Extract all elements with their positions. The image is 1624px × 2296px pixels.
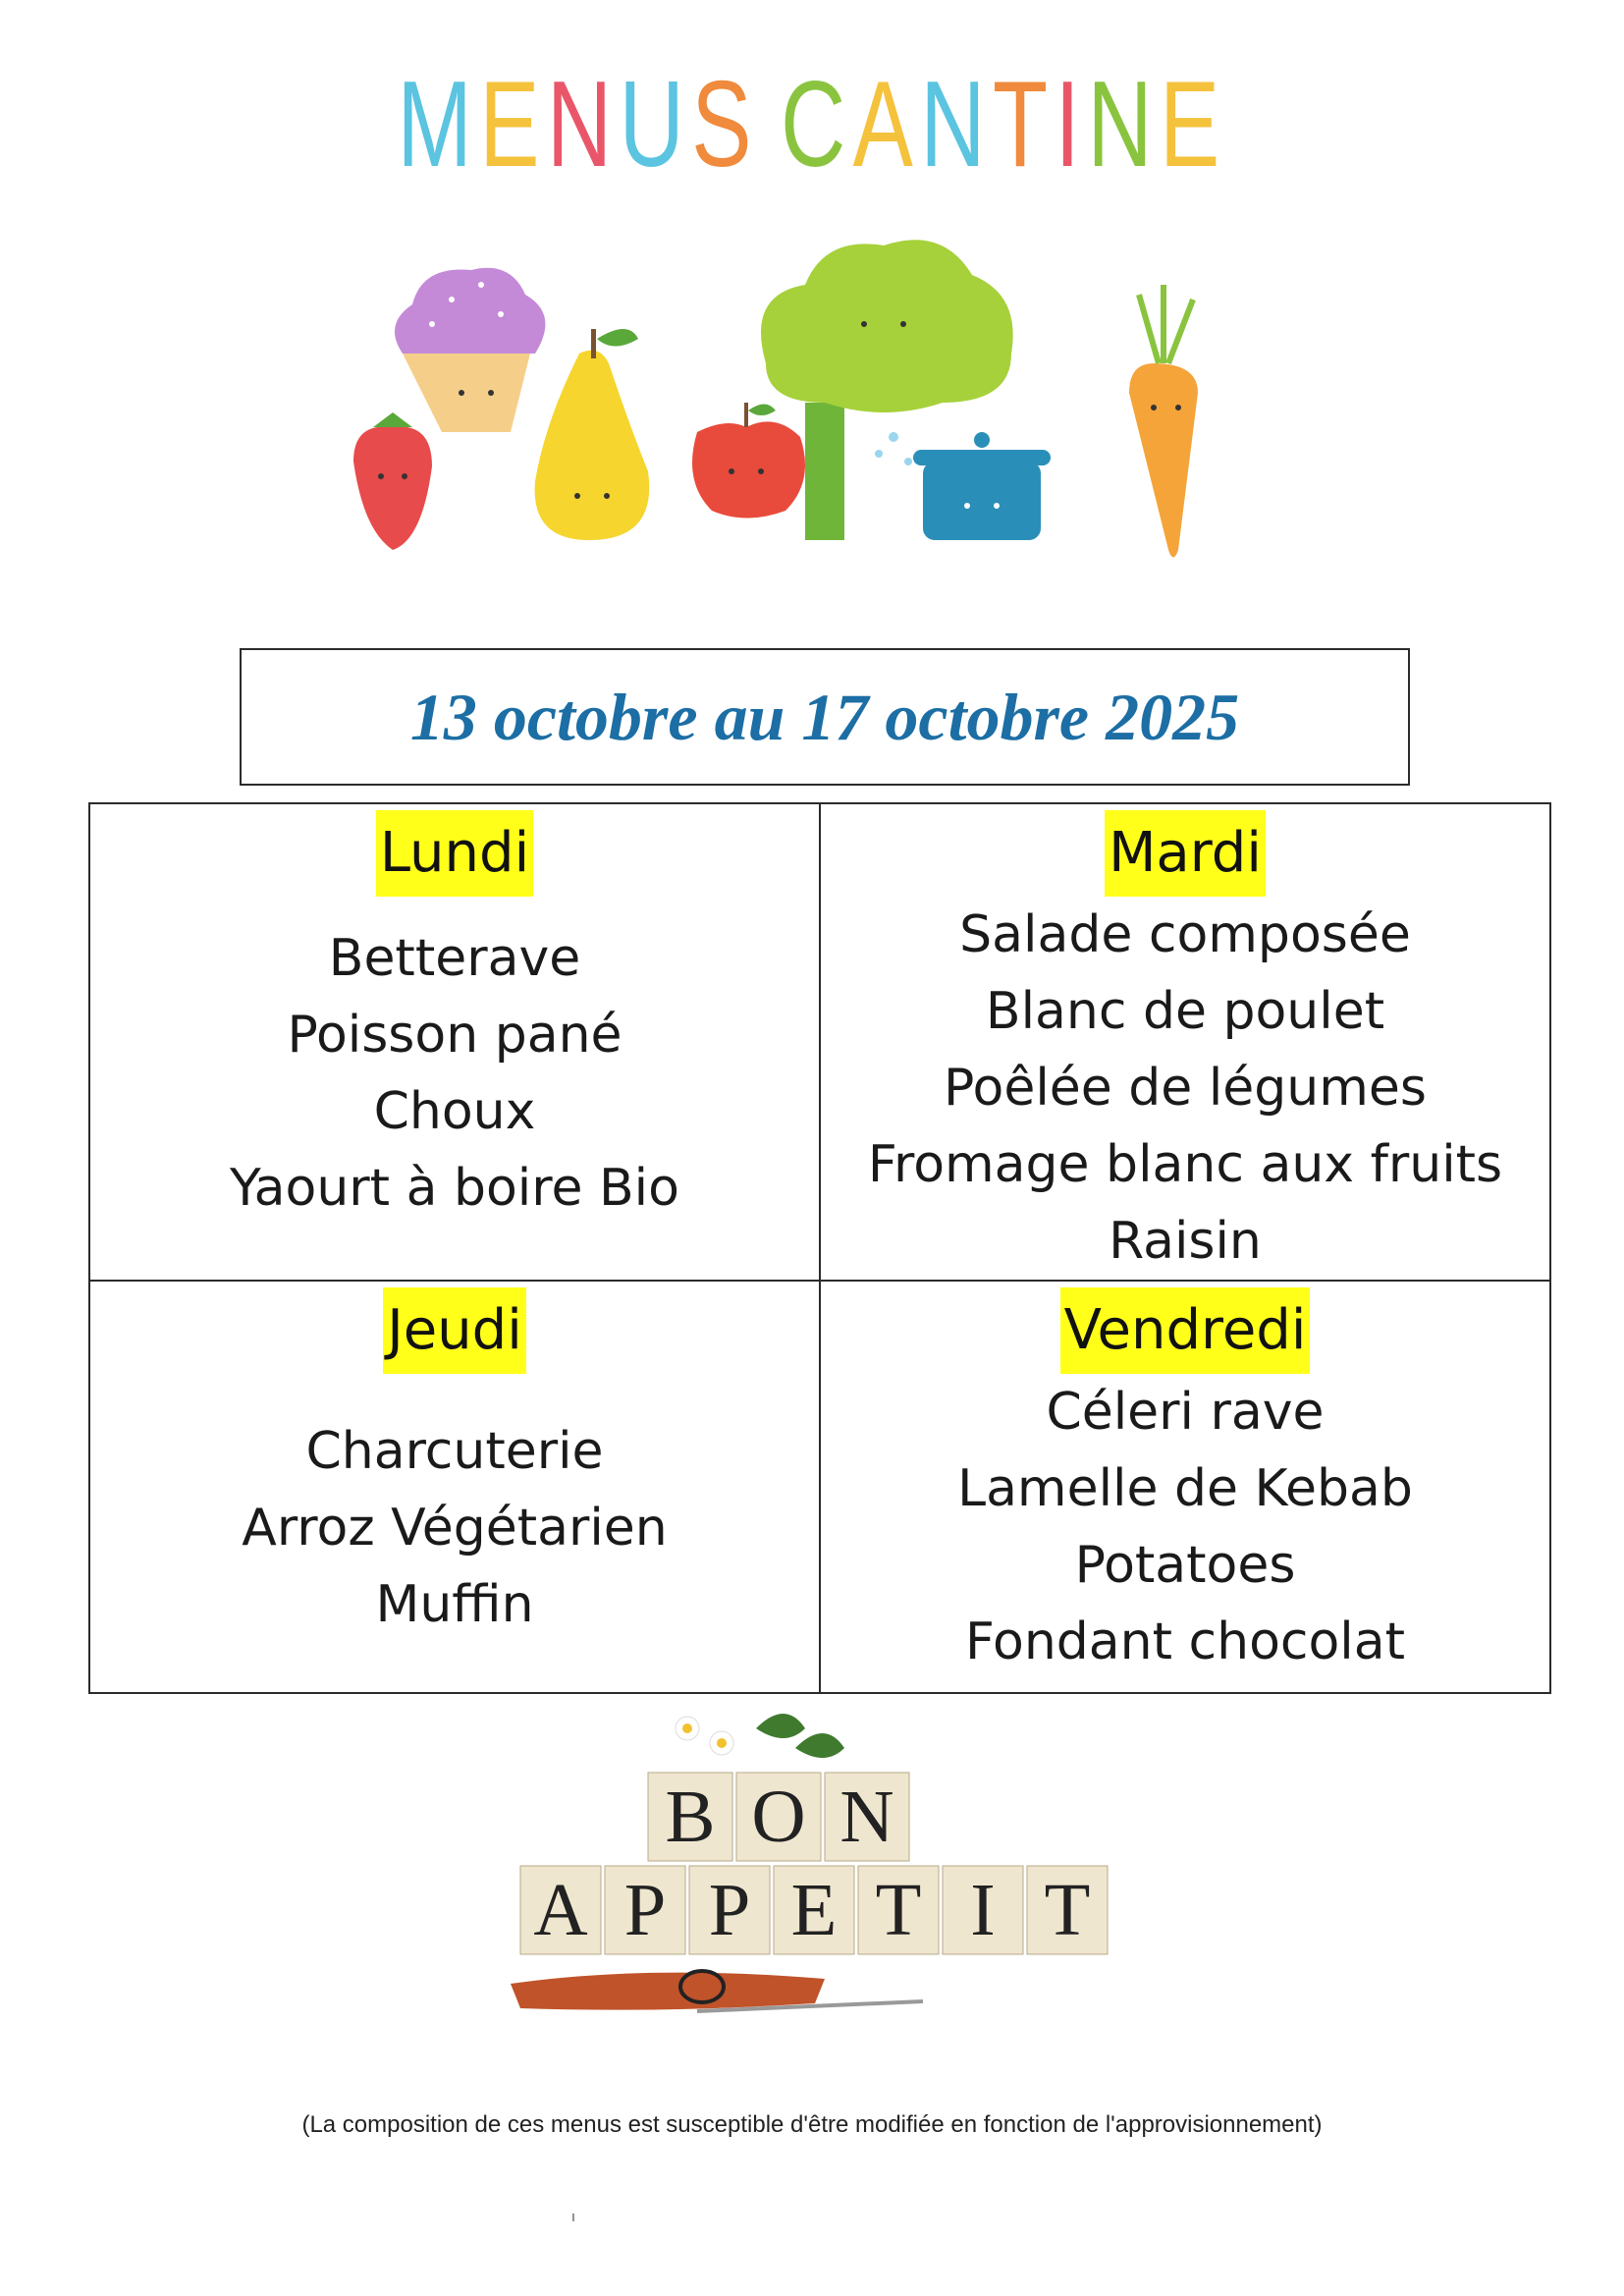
page-title bbox=[211, 51, 1413, 198]
title-letter: C bbox=[781, 57, 853, 192]
block-letter: A bbox=[533, 1868, 588, 1952]
block-letter: B bbox=[665, 1775, 716, 1859]
title-letter: M bbox=[397, 57, 480, 192]
cupcake-icon bbox=[395, 268, 545, 432]
day-cell-vendredi bbox=[820, 1281, 1550, 1693]
title-letter: S bbox=[691, 57, 759, 192]
day-cell-lundi bbox=[89, 803, 820, 1281]
menu-item: Blanc de poulet bbox=[985, 982, 1385, 1041]
menu-item: Choux bbox=[373, 1082, 536, 1141]
title-letter: A bbox=[852, 57, 921, 192]
blocks-row-bon bbox=[648, 1773, 909, 1861]
bon-appetit-blocks-image bbox=[501, 1699, 1129, 2043]
block-letter: P bbox=[708, 1868, 751, 1952]
date-range: 13 octobre au 17 octobre 2025 bbox=[240, 648, 1410, 786]
day-cell-mardi bbox=[820, 803, 1550, 1281]
menu-item: Charcuterie bbox=[305, 1422, 604, 1481]
food-characters-illustration bbox=[334, 226, 1296, 570]
menu-list-vendredi bbox=[821, 1374, 1549, 1680]
menu-item: Poisson pané bbox=[287, 1006, 623, 1065]
title-letter: U bbox=[619, 57, 692, 192]
title-word-cantine bbox=[781, 57, 1227, 192]
apple-icon bbox=[692, 403, 805, 519]
title-letter: N bbox=[1087, 57, 1160, 192]
menu-list-lundi bbox=[90, 920, 819, 1227]
title-word-menus bbox=[397, 57, 758, 192]
block-letter: T bbox=[875, 1868, 922, 1952]
carrot-icon bbox=[1129, 285, 1198, 558]
menu-item: Raisin bbox=[1109, 1212, 1262, 1271]
menu-item: Betterave bbox=[328, 929, 581, 988]
menu-item: Salade composée bbox=[959, 905, 1411, 964]
pear-icon bbox=[535, 329, 650, 540]
title-letter: N bbox=[546, 57, 620, 192]
menu-item: Fromage blanc aux fruits bbox=[867, 1135, 1503, 1194]
day-label-mardi: Mardi bbox=[1105, 810, 1266, 897]
title-letter: E bbox=[479, 57, 547, 192]
menu-list-mardi bbox=[821, 897, 1549, 1280]
menu-list-jeudi bbox=[90, 1413, 819, 1643]
menu-item: Céleri rave bbox=[1046, 1383, 1325, 1442]
menu-item: Muffin bbox=[375, 1575, 534, 1634]
scan-mark: ı bbox=[571, 2210, 575, 2225]
block-letter: N bbox=[839, 1775, 894, 1859]
block-letter: E bbox=[790, 1868, 838, 1952]
block-letter: P bbox=[623, 1868, 667, 1952]
footnote: (La composition de ces menus est susceptible d'être modifiée en fonction de l'approvisionnement) bbox=[301, 2111, 1323, 2138]
day-label-jeudi: Jeudi bbox=[383, 1287, 526, 1374]
title-letter: E bbox=[1159, 57, 1227, 192]
title-letter: I bbox=[1055, 57, 1088, 192]
weekly-menu-table bbox=[88, 802, 1551, 1694]
day-label-lundi: Lundi bbox=[376, 810, 533, 897]
menu-item: Poêlée de légumes bbox=[944, 1059, 1427, 1118]
cooking-pot-icon bbox=[875, 432, 1051, 540]
blocks-row-appetit bbox=[520, 1866, 1108, 1954]
menu-item: Yaourt à boire Bio bbox=[230, 1159, 679, 1218]
day-cell-jeudi bbox=[89, 1281, 820, 1693]
menu-item: Fondant chocolat bbox=[964, 1613, 1406, 1671]
block-letter: O bbox=[751, 1775, 806, 1859]
title-letter: T bbox=[992, 57, 1056, 192]
strawberry-icon bbox=[353, 412, 432, 550]
napkin-fork-icon bbox=[511, 1971, 923, 2011]
menu-item: Arroz Végétarien bbox=[242, 1499, 668, 1558]
title-letter: N bbox=[920, 57, 993, 192]
block-letter: T bbox=[1044, 1868, 1091, 1952]
menu-item: Potatoes bbox=[1074, 1536, 1296, 1595]
flowers-icon bbox=[676, 1714, 844, 1758]
block-letter: I bbox=[970, 1868, 996, 1952]
day-label-vendredi: Vendredi bbox=[1060, 1287, 1311, 1374]
menu-item: Lamelle de Kebab bbox=[957, 1459, 1413, 1518]
